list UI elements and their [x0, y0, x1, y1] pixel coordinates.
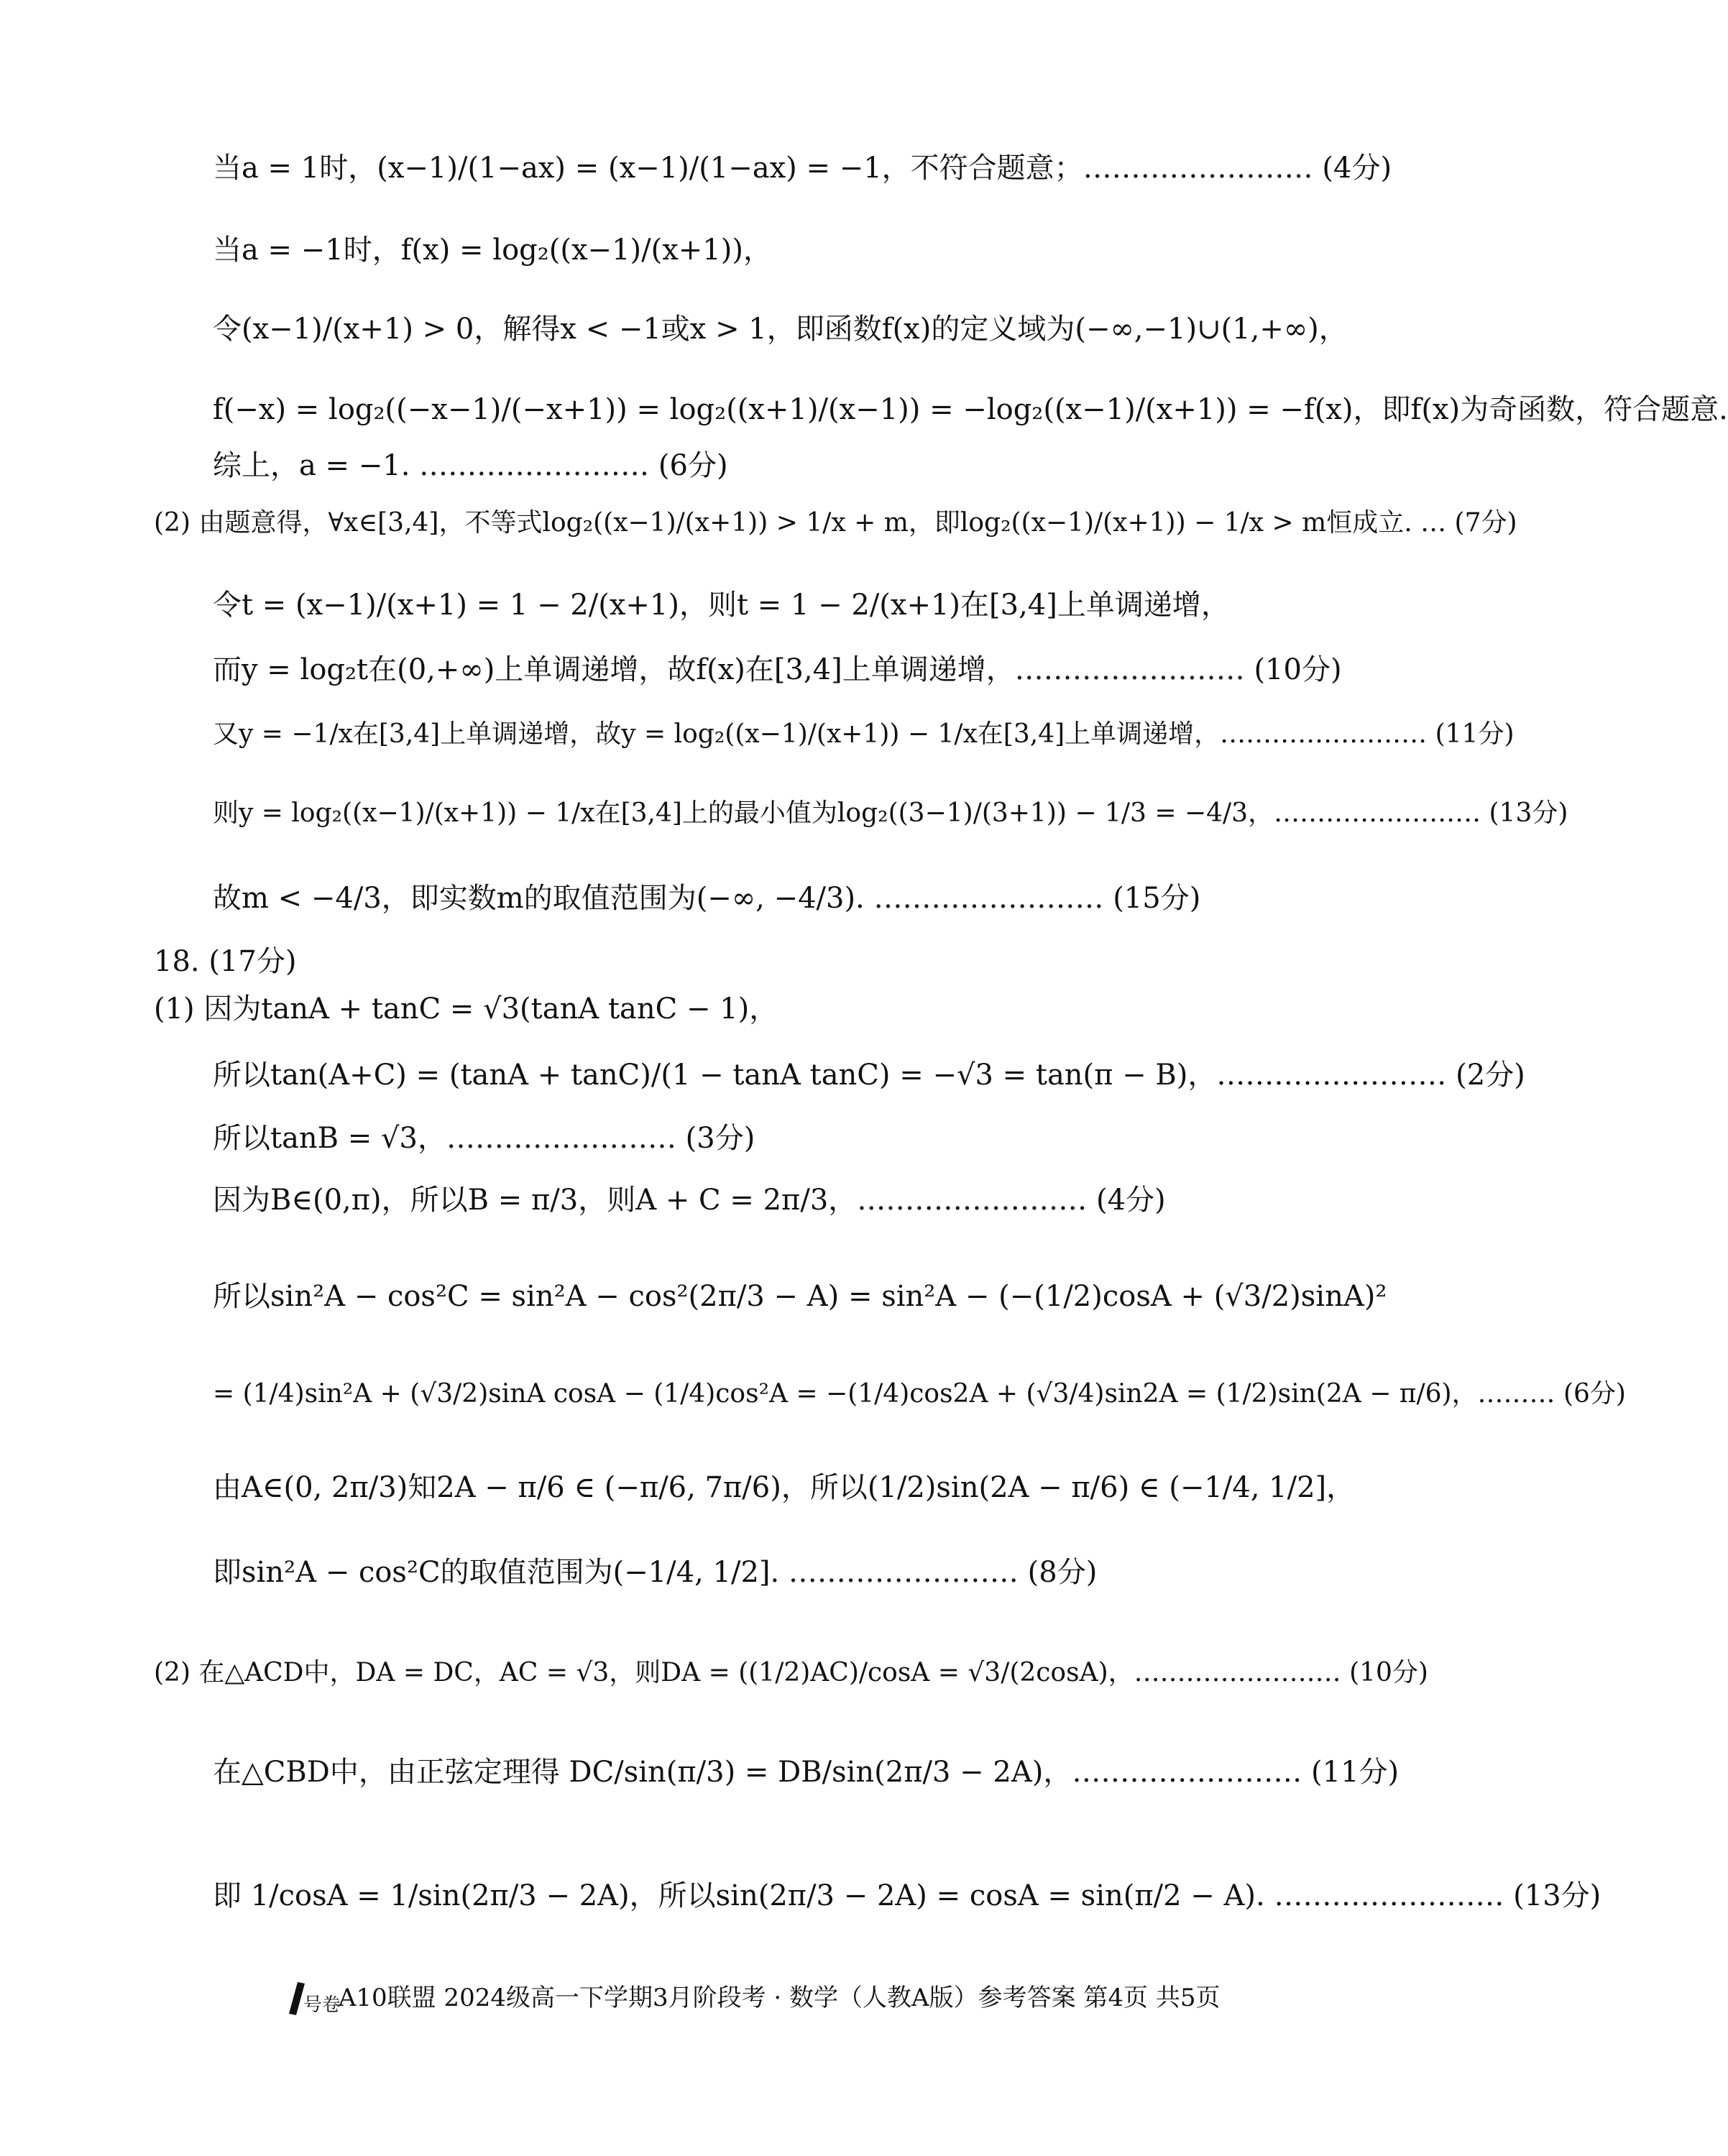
footer-text: A10联盟 2024级高一下学期3月阶段考 · 数学（人教A版）参考答案 第4页 共5页 — [338, 1984, 1221, 2012]
line-19: 由A∈(0, 2π/3)知2A − π/6 ∈ (−π/6, 7π/6)，所以(1/2)sin(2A − π/6) ∈ (−1/4, 1/2]， — [213, 1471, 1356, 1504]
page-footer — [282, 1978, 1220, 2021]
line-16: 因为B∈(0,π)，所以B = π/3，则A + C = 2π/3，…………………… (4分) — [213, 1184, 1166, 1217]
line-7: 令t = (x−1)/(x+1) = 1 − 2/(x+1)，则t = 1 − 2/(x+1)在[3,4]上单调递增， — [213, 589, 1230, 622]
line-6: (2) 由题意得，∀x∈[3,4]，不等式log₂((x−1)/(x+1)) > 1/x + m，即log₂((x−1)/(x+1)) − 1/x > m恒成立. … (7分) — [154, 508, 1517, 538]
line-14: 所以tan(A+C) = (tanA + tanC)/(1 − tanA tanC) = −√3 = tan(π − B)，…………………… (2分) — [213, 1059, 1525, 1092]
line-22: 在△CBD中，由正弦定理得 DC/sin(π/3) = DB/sin(2π/3 − 2A)，…………………… (11分) — [213, 1756, 1400, 1789]
line-11: 故m < −4/3，即实数m的取值范围为(−∞, −4/3). …………………… (15分) — [213, 882, 1201, 915]
line-9: 又y = −1/x在[3,4]上单调递增，故y = log₂((x−1)/(x+1)) − 1/x在[3,4]上单调递增，…………………… (11分) — [213, 719, 1515, 749]
line-20: 即sin²A − cos²C的取值范围为(−1/4, 1/2]. …………………… (8分) — [213, 1556, 1098, 1589]
brand-logo — [282, 1978, 341, 2021]
line-17: 所以sin²A − cos²C = sin²A − cos²(2π/3 − A) = sin²A − (−(1/2)cosA + (√3/2)sinA)² — [213, 1280, 1387, 1313]
line-5: 综上，a = −1. …………………… (6分) — [213, 449, 728, 482]
line-8: 而y = log₂t在(0,+∞)上单调递增，故f(x)在[3,4]上单调递增，…………………… (10分) — [213, 653, 1342, 686]
line-23: 即 1/cosA = 1/sin(2π/3 − 2A)，所以sin(2π/3 − 2A) = cosA = sin(π/2 − A). …………………… (13分) — [213, 1879, 1601, 1912]
brand-logo-mark — [282, 1978, 341, 2021]
svg-text:号卷: 号卷 — [303, 1994, 341, 2016]
line-3: 令(x−1)/(x+1) > 0，解得x < −1或x > 1，即函数f(x)的定义域为(−∞,−1)∪(1,+∞)， — [213, 313, 1348, 346]
line-21: (2) 在△ACD中，DA = DC，AC = √3，则DA = ((1/2)AC)/cosA = √3/(2cosA)，…………………… (10分) — [154, 1658, 1428, 1687]
line-18: = (1/4)sin²A + (√3/2)sinA cosA − (1/4)cos²A = −(1/4)cos2A + (√3/4)sin2A = (1/2)sin(2A − π/6)，……… (6分) — [213, 1379, 1626, 1409]
line-1: 当a = 1时，(x−1)/(1−ax) = (x−1)/(1−ax) = −1，不符合题意；…………………… (4分) — [213, 152, 1392, 185]
line-12-problem-18: 18. (17分) — [154, 945, 297, 978]
line-4: f(−x) = log₂((−x−1)/(−x+1)) = log₂((x+1)/(x−1)) = −log₂((x−1)/(x+1)) = −f(x)，即f(x)为奇函数，符合题意. — [213, 393, 1728, 426]
line-15: 所以tanB = √3，…………………… (3分) — [213, 1122, 755, 1155]
line-10: 则y = log₂((x−1)/(x+1)) − 1/x在[3,4]上的最小值为log₂((3−1)/(3+1)) − 1/3 = −4/3，…………………… (13分) — [213, 798, 1568, 828]
line-2: 当a = −1时，f(x) = log₂((x−1)/(x+1))， — [213, 234, 772, 267]
line-13: (1) 因为tanA + tanC = √3(tanA tanC − 1)， — [154, 992, 778, 1026]
